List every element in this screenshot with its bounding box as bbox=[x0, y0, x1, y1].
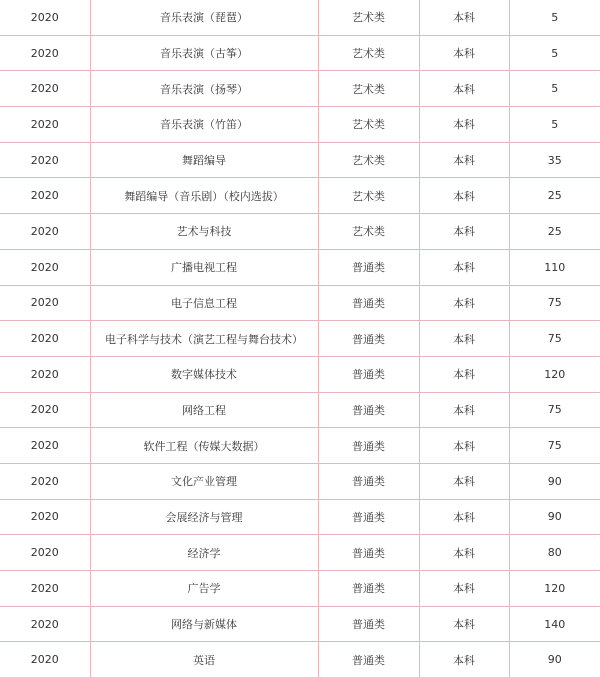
major-cell: 软件工程（传媒大数据） bbox=[90, 428, 318, 464]
year-cell: 2020 bbox=[0, 321, 90, 357]
level-cell: 本科 bbox=[419, 321, 509, 357]
category-cell: 普通类 bbox=[318, 463, 419, 499]
table-row bbox=[0, 107, 600, 143]
major-cell: 网络与新媒体 bbox=[90, 606, 318, 642]
major-cell: 电子科学与技术（演艺工程与舞台技术） bbox=[90, 321, 318, 357]
quota-cell: 35 bbox=[509, 142, 600, 178]
category-cell: 艺术类 bbox=[318, 35, 419, 71]
major-cell: 音乐表演（古筝） bbox=[90, 35, 318, 71]
level-cell: 本科 bbox=[419, 35, 509, 71]
category-cell: 普通类 bbox=[318, 606, 419, 642]
quota-cell: 75 bbox=[509, 392, 600, 428]
quota-cell: 140 bbox=[509, 606, 600, 642]
quota-cell: 90 bbox=[509, 499, 600, 535]
major-cell: 电子信息工程 bbox=[90, 285, 318, 321]
major-cell: 舞蹈编导（音乐剧）（校内选拔） bbox=[90, 178, 318, 214]
year-cell: 2020 bbox=[0, 463, 90, 499]
year-cell: 2020 bbox=[0, 71, 90, 107]
quota-cell: 5 bbox=[509, 107, 600, 143]
major-cell: 艺术与科技 bbox=[90, 214, 318, 250]
year-cell: 2020 bbox=[0, 571, 90, 607]
year-cell: 2020 bbox=[0, 285, 90, 321]
major-cell: 网络工程 bbox=[90, 392, 318, 428]
table-row bbox=[0, 35, 600, 71]
category-cell: 普通类 bbox=[318, 642, 419, 677]
quota-cell: 120 bbox=[509, 356, 600, 392]
table-row bbox=[0, 428, 600, 464]
level-cell: 本科 bbox=[419, 499, 509, 535]
quota-cell: 75 bbox=[509, 428, 600, 464]
table-row bbox=[0, 571, 600, 607]
year-cell: 2020 bbox=[0, 356, 90, 392]
year-cell: 2020 bbox=[0, 107, 90, 143]
level-cell: 本科 bbox=[419, 463, 509, 499]
year-cell: 2020 bbox=[0, 35, 90, 71]
major-cell: 广告学 bbox=[90, 571, 318, 607]
category-cell: 普通类 bbox=[318, 356, 419, 392]
year-cell: 2020 bbox=[0, 606, 90, 642]
level-cell: 本科 bbox=[419, 0, 509, 35]
table-row bbox=[0, 356, 600, 392]
year-cell: 2020 bbox=[0, 249, 90, 285]
quota-cell: 80 bbox=[509, 535, 600, 571]
major-cell: 经济学 bbox=[90, 535, 318, 571]
level-cell: 本科 bbox=[419, 285, 509, 321]
year-cell: 2020 bbox=[0, 642, 90, 677]
quota-cell: 25 bbox=[509, 214, 600, 250]
level-cell: 本科 bbox=[419, 642, 509, 677]
quota-cell: 75 bbox=[509, 321, 600, 357]
year-cell: 2020 bbox=[0, 428, 90, 464]
major-cell: 会展经济与管理 bbox=[90, 499, 318, 535]
quota-cell: 90 bbox=[509, 642, 600, 677]
table-row bbox=[0, 642, 600, 677]
level-cell: 本科 bbox=[419, 214, 509, 250]
quota-cell: 25 bbox=[509, 178, 600, 214]
category-cell: 艺术类 bbox=[318, 107, 419, 143]
level-cell: 本科 bbox=[419, 606, 509, 642]
major-cell: 广播电视工程 bbox=[90, 249, 318, 285]
level-cell: 本科 bbox=[419, 428, 509, 464]
quota-cell: 5 bbox=[509, 71, 600, 107]
major-cell: 数字媒体技术 bbox=[90, 356, 318, 392]
level-cell: 本科 bbox=[419, 356, 509, 392]
level-cell: 本科 bbox=[419, 535, 509, 571]
major-cell: 文化产业管理 bbox=[90, 463, 318, 499]
level-cell: 本科 bbox=[419, 107, 509, 143]
major-cell: 舞蹈编导 bbox=[90, 142, 318, 178]
table-row bbox=[0, 392, 600, 428]
category-cell: 艺术类 bbox=[318, 178, 419, 214]
table-row bbox=[0, 0, 600, 35]
table-row bbox=[0, 214, 600, 250]
level-cell: 本科 bbox=[419, 142, 509, 178]
table-row bbox=[0, 142, 600, 178]
table-row bbox=[0, 535, 600, 571]
table-row bbox=[0, 71, 600, 107]
year-cell: 2020 bbox=[0, 392, 90, 428]
year-cell: 2020 bbox=[0, 214, 90, 250]
year-cell: 2020 bbox=[0, 499, 90, 535]
category-cell: 普通类 bbox=[318, 571, 419, 607]
table-row bbox=[0, 321, 600, 357]
level-cell: 本科 bbox=[419, 178, 509, 214]
table-row bbox=[0, 499, 600, 535]
quota-cell: 5 bbox=[509, 35, 600, 71]
category-cell: 普通类 bbox=[318, 285, 419, 321]
quota-cell: 120 bbox=[509, 571, 600, 607]
major-cell: 音乐表演（琵琶） bbox=[90, 0, 318, 35]
category-cell: 普通类 bbox=[318, 321, 419, 357]
level-cell: 本科 bbox=[419, 249, 509, 285]
year-cell: 2020 bbox=[0, 0, 90, 35]
table-row bbox=[0, 463, 600, 499]
level-cell: 本科 bbox=[419, 571, 509, 607]
year-cell: 2020 bbox=[0, 535, 90, 571]
table-row bbox=[0, 249, 600, 285]
major-cell: 音乐表演（竹笛） bbox=[90, 107, 318, 143]
major-cell: 音乐表演（扬琴） bbox=[90, 71, 318, 107]
table-row bbox=[0, 285, 600, 321]
table-row bbox=[0, 178, 600, 214]
level-cell: 本科 bbox=[419, 71, 509, 107]
quota-cell: 90 bbox=[509, 463, 600, 499]
year-cell: 2020 bbox=[0, 142, 90, 178]
category-cell: 普通类 bbox=[318, 535, 419, 571]
category-cell: 普通类 bbox=[318, 499, 419, 535]
quota-cell: 5 bbox=[509, 0, 600, 35]
quota-cell: 75 bbox=[509, 285, 600, 321]
category-cell: 艺术类 bbox=[318, 214, 419, 250]
category-cell: 普通类 bbox=[318, 392, 419, 428]
level-cell: 本科 bbox=[419, 392, 509, 428]
category-cell: 普通类 bbox=[318, 249, 419, 285]
major-cell: 英语 bbox=[90, 642, 318, 677]
category-cell: 艺术类 bbox=[318, 0, 419, 35]
table-row bbox=[0, 606, 600, 642]
category-cell: 艺术类 bbox=[318, 71, 419, 107]
category-cell: 艺术类 bbox=[318, 142, 419, 178]
year-cell: 2020 bbox=[0, 178, 90, 214]
quota-cell: 110 bbox=[509, 249, 600, 285]
category-cell: 普通类 bbox=[318, 428, 419, 464]
